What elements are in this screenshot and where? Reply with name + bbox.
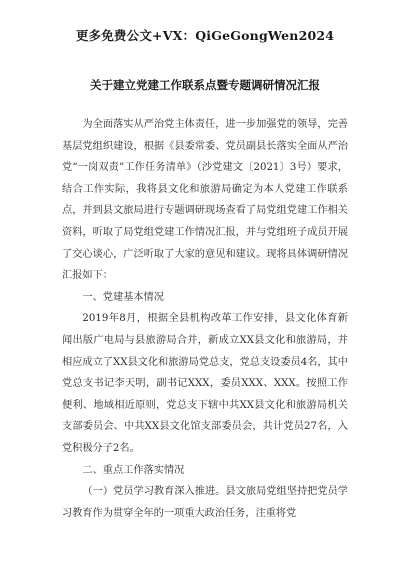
- promo-header: 更多免费公文+VX：QiGeGongWen2024: [75, 28, 335, 43]
- document-title: 关于建立党建工作联系点暨专题调研情况汇报: [90, 78, 320, 92]
- section-1-paragraph: 2019年8月，根据全县机构改革工作安排，县文化体育新闻出版广电局与县旅游局合并，新成立XX县文化和旅游局，并相应成立了XX县文化和旅游局党总支，党总支设委员4名，其中党总支书记李天明，副书记XXX，委员XXX、XXX。按照工作便利、地域相近原则，党总支下辖中共XX县文化和旅游局机关支部委员会、中共XX县文化馆支部委员会，共计党员27名，入党积极分子2名。: [62, 313, 348, 454]
- section-2-item-1: （一）党员学习教育深入推进。县文旅局党组坚持把党员学习教育作为贯穿全年的一项重大政治任务，注重将党: [62, 486, 348, 519]
- section-1-heading: 一、党建基本情况: [82, 291, 164, 303]
- document-body: [62, 114, 348, 524]
- section-2-heading: 二、重点工作落实情况: [82, 464, 185, 476]
- intro-paragraph: 为全面落实从严治党主体责任，进一步加强党的领导，完善基层党组织建设，根据《县委常委、党员副县长落实全面从严治党“一岗双责”工作任务清单》（沙党建文〔2021〕3号）要求，结合工作实际，我将县文化和旅游局确定为本人党建工作联系点，并到县文旅局进行专题调研现场查看了局党组党建工作相关资料，听取了局党组党建工作情况汇报，并与党组班子成员开展了交心谈心，广泛听取了大家的意见和建议。现将具体调研情况汇报如下：: [62, 119, 348, 282]
